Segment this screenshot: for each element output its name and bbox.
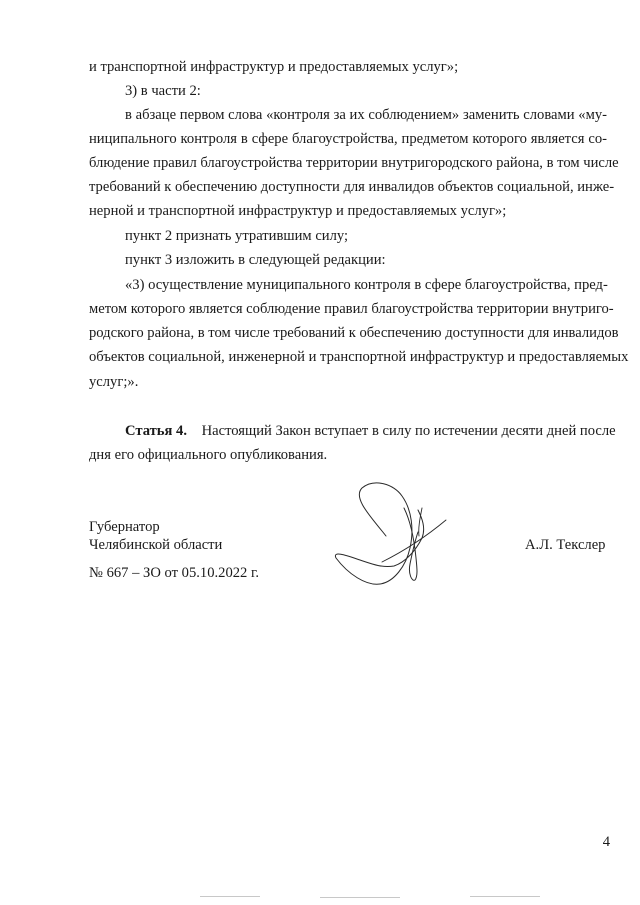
body-line: блюдение правил благоустройства территории внутригородского района, в том числе [89,155,619,171]
body-line: ниципального контроля в сфере благоустройства, предметом которого является со- [89,131,607,147]
body-line: пункт 2 признать утратившим силу; [125,228,349,244]
page-number: 4 [602,834,610,850]
signatory-title: Губернатор [89,519,160,535]
body-line: родского района, в том числе требований к обеспечению доступности для инвалидов [89,325,619,341]
body-line: услуг;». [89,374,139,390]
body-line: «3) осуществление муниципального контроля в сфере благоустройства, пред- [125,277,608,293]
body-line: нерной и транспортной инфраструктур и предоставляемых услуг»; [89,203,507,219]
scan-mark [470,896,540,897]
scan-mark [320,897,400,898]
article-4-line [125,422,616,440]
handwritten-signature [322,478,452,588]
signatory-region: Челябинской области [89,537,223,553]
article-label: Статья 4. [125,423,187,439]
body-line: 3) в части 2: [125,83,201,99]
article-text: Настоящий Закон вступает в силу по истечении десяти дней после [201,423,616,439]
body-line: в абзаце первом слова «контроля за их соблюдением» заменить словами «му- [125,107,607,123]
scan-mark [200,896,260,897]
body-line: объектов социальной, инженерной и транспортной инфраструктур и предоставляемых [89,349,629,365]
article-4-line: дня его официального опубликования. [89,447,328,463]
body-line: требований к обеспечению доступности для инвалидов объектов социальной, инже- [89,179,615,195]
body-line: пункт 3 изложить в следующей редакции: [125,252,386,268]
body-line: и транспортной инфраструктур и предоставляемых услуг»; [89,59,459,75]
law-number-date: № 667 – ЗО от 05.10.2022 г. [89,565,259,581]
signatory-name: А.Л. Текслер [525,537,606,553]
body-line: метом которого является соблюдение правил благоустройства территории внутриго- [89,301,614,317]
